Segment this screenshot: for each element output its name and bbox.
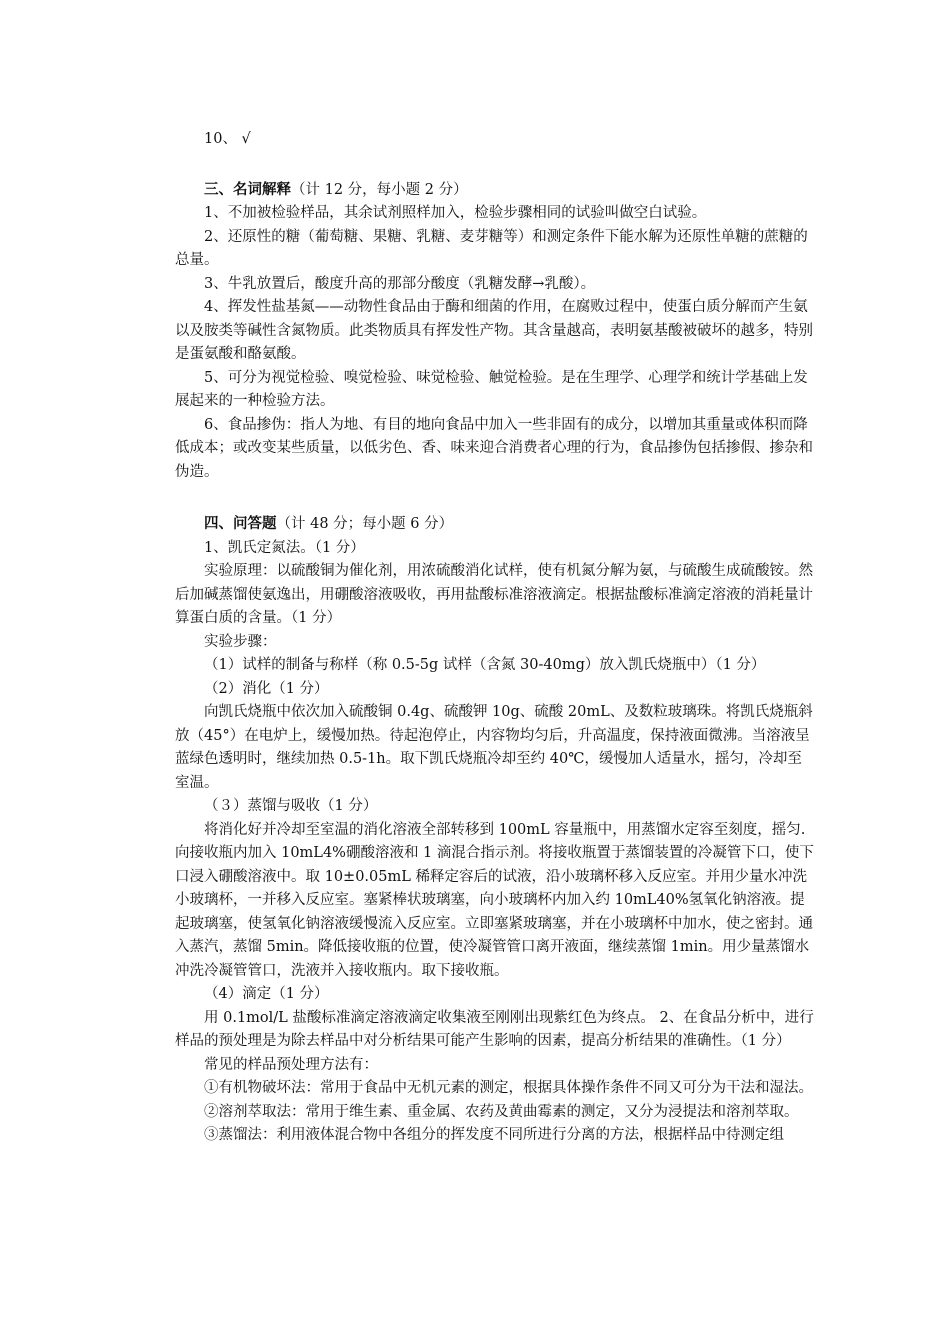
section-3-note: （计 12 分，每小题 2 分） [291, 181, 468, 198]
answer-paragraph: 常见的样品预处理方法有： [204, 1056, 378, 1073]
answer-paragraph: 实验步骤： [204, 633, 277, 650]
section-3-heading [175, 178, 815, 203]
answer-paragraph: 将消化好并冷却至室温的消化溶液全部转移到 100mL 容量瓶中，用蒸馏水定容至刻度，摇匀. 向接收瓶内加入 10mL4%硼酸溶液和 1 滴混合指示剂。将接收瓶置于蒸馏装置的冷凝管下口，使下口浸入硼酸溶液中。取 10±0.05mL 稀释定容后的试液，沿小玻璃杯移入反应室。并用少量水冲洗小玻璃杯，一并移入反应室。塞紧棒状玻璃塞，向小玻璃杯内加入约 10mL40%氢氧化钠溶液。提起玻璃塞，使氢氧化钠溶液缓慢流入反应室。立即塞紧玻璃塞，并在小玻璃杯中加水，使之密封。通入蒸汽，蒸馏 5min。降低接收瓶的位置，使冷凝管管口离开液面，继续蒸馏 1min。用少量蒸馏水冲洗冷凝管管口，洗液并入接收瓶内。取下接收瓶。 [175, 821, 814, 979]
answer-paragraph: 用 0.1mol/L 盐酸标准滴定溶液滴定收集液至刚刚出现紫红色为终点。 2、在食品分析中，进行样品的预处理是为除去样品中对分析结果可能产生影响的因素，提高分析结果的准确性。（1 分） [175, 1009, 814, 1049]
answer-10: 10、 √ [204, 131, 251, 147]
answer-paragraph: （３）蒸馏与吸收（1 分） [204, 798, 378, 814]
section-4-heading [175, 512, 815, 537]
term-item: 6、食品掺伪：指人为地、有目的地向食品中加入一些非固有的成分，以增加其重量或体积而降低成本；或改变某些质量，以低劣色、香、味来迎合消费者心理的行为，食品掺伪包括掺假、掺杂和伪造。 [175, 416, 813, 480]
answer-paragraph: （4）滴定（1 分） [204, 986, 329, 1002]
answer-paragraph: 1、凯氏定氮法。（1 分） [204, 539, 365, 556]
answer-paragraph: （2）消化（1 分） [204, 680, 329, 697]
term-item: 5、可分为视觉检验、嗅觉检验、味觉检验、触觉检验。是在生理学、心理学和统计学基础上发展起来的一种检验方法。 [175, 369, 808, 409]
term-item: 4、挥发性盐基氮——动物性食品由于酶和细菌的作用，在腐败过程中，使蛋白质分解而产生氨以及胺类等碱性含氮物质。此类物质具有挥发性产物。其含量越高，表明氨基酸被破坏的越多，特别是蛋氨酸和酪氨酸。 [175, 299, 813, 362]
answer-paragraph: （1）试样的制备与称样（称 0.5-5g 试样（含氮 30-40mg）放入凯氏烧瓶中）（1 分） [204, 657, 766, 673]
term-item: 3、牛乳放置后，酸度升高的那部分酸度（乳糖发酵→乳酸）。 [204, 275, 596, 292]
answer-paragraph: ①有机物破坏法：常用于食品中无机元素的测定，根据具体操作条件不同又可分为干法和湿法。 [204, 1080, 813, 1096]
answer-paragraph: ③蒸馏法：利用液体混合物中各组分的挥发度不同所进行分离的方法，根据样品中待测定组 [204, 1127, 784, 1143]
answer-paragraph: 实验原理：以硫酸铜为催化剂，用浓硫酸消化试样，使有机氮分解为氨，与硫酸生成硫酸铵。然后加碱蒸馏使氨逸出，用硼酸溶液吸收，再用盐酸标准溶液滴定。根据盐酸标准滴定溶液的消耗量计算蛋白质的含量。（1 分） [175, 563, 813, 626]
term-item: 1、不加被检验样品，其余试剂照样加入，检验步骤相同的试验叫做空白试验。 [204, 205, 707, 221]
term-item: 2、还原性的糖（葡萄糖、果糖、乳糖、麦芽糖等）和测定条件下能水解为还原性单糖的蔗糖的总量。 [175, 228, 808, 268]
document-body [175, 128, 815, 1148]
section-3-title: 三、名词解释 [204, 180, 291, 198]
section-4-note: （计 48 分；每小题 6 分） [276, 516, 454, 532]
answer-paragraph: 向凯氏烧瓶中依次加入硫酸铜 0.4g、硫酸钾 10g、硫酸 20mL、及数粒玻璃珠。将凯氏烧瓶斜放（45°）在电炉上，缓慢加热。待起泡停止，内容物均匀后，升高温度，保持液面微沸。当溶液呈蓝绿色透明时，继续加热 0.5-1h。取下凯氏烧瓶冷却至约 40℃，缓慢加人适量水，摇匀，冷却至室温。 [175, 704, 813, 791]
answer-paragraph: ②溶剂萃取法：常用于维生素、重金属、农药及黄曲霉素的测定，又分为浸提法和溶剂萃取。 [204, 1103, 799, 1120]
section-4-title: 四、问答题 [204, 515, 277, 532]
